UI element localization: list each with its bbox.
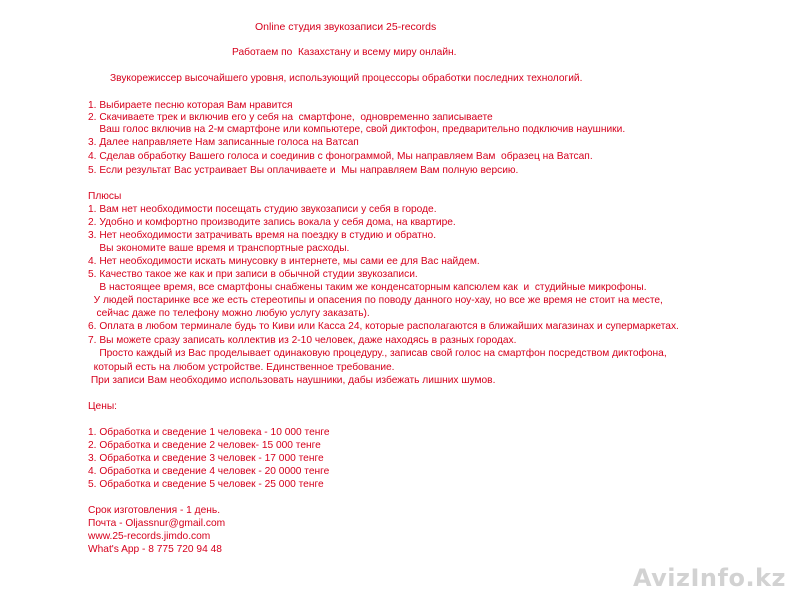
plus-line: 3. Нет необходимости затрачивать время на поездку в студию и обратно. (88, 230, 437, 241)
plus-line: сейчас даже по телефону можно любую услугу заказать). (88, 308, 370, 319)
price-line: 4. Обработка и сведение 4 человек - 20 0000 тенге (88, 466, 330, 477)
prices-heading: Цены: (88, 401, 117, 412)
plus-line: При записи Вам необходимо использовать наушники, дабы избежать лишних шумов. (88, 375, 496, 386)
plus-line: 5. Качество такое же как и при записи в обычной студии звукозаписи. (88, 269, 418, 280)
step-line: Ваш голос включив на 2-м смартфоне или компьютере, свой диктофон, предварительно подключив наушники. (88, 124, 626, 135)
step-line: 3. Далее направляете Нам записанные голоса на Ватсап (88, 137, 359, 148)
plus-line: У людей постаринке все же есть стереотипы и опасения по поводу данного ноу-хау, но все же время не стоит на месте, (88, 295, 663, 306)
work-region: Работаем по Казахстану и всему миру онлайн. (232, 47, 457, 58)
plus-line: 6. Оплата в любом терминале будь то Киви или Касса 24, которые располагаются в ближайших магазинах и супермаркетах. (88, 321, 679, 332)
engineer-intro: Звукорежиссер высочайшего уровня, использующий процессоры обработки последних технологий. (110, 73, 583, 84)
price-line: 2. Обработка и сведение 2 человек- 15 000 тенге (88, 440, 321, 451)
step-line: 4. Сделав обработку Вашего голоса и соединив с фонограммой, Мы направляем Вам образец на Ватсап. (88, 151, 593, 162)
pluses-heading: Плюсы (88, 191, 122, 202)
price-line: 1. Обработка и сведение 1 человека - 10 000 тенге (88, 427, 330, 438)
plus-line: 7. Вы можете сразу записать коллектив из 2-10 человек, даже находясь в разных городах. (88, 335, 517, 346)
production-time: Срок изготовления - 1 день. (88, 505, 221, 516)
plus-line: 4. Нет необходимости искать минусовку в интернете, мы сами ее для Вас найдем. (88, 256, 480, 267)
plus-line: 1. Вам нет необходимости посещать студию звукозаписи у себя в городе. (88, 204, 437, 215)
website-contact: www.25-records.jimdo.com (88, 531, 211, 542)
email-contact: Почта - Oljassnur@gmail.com (88, 518, 226, 529)
site-watermark: AvizInfo.kz (632, 564, 786, 592)
plus-line: Просто каждый из Вас проделывает одинаковую процедуру., записав свой голос на смартфон посредством диктофона, (88, 348, 667, 359)
plus-line: который есть на любом устройстве. Единственное требование. (88, 362, 395, 373)
plus-line: Вы экономите ваше время и транспортные расходы. (88, 243, 350, 254)
whatsapp-contact: What's App - 8 775 720 94 48 (88, 544, 222, 555)
price-line: 5. Обработка и сведение 5 человек - 25 000 тенге (88, 479, 324, 490)
step-line: 5. Если результат Вас устраивает Вы оплачиваете и Мы направляем Вам полную версию. (88, 165, 519, 176)
price-line: 3. Обработка и сведение 3 человек - 17 000 тенге (88, 453, 324, 464)
plus-line: 2. Удобно и комфортно производите запись вокала у себя дома, на квартире. (88, 217, 456, 228)
step-line: 2. Скачиваете трек и включив его у себя на смартфоне, одновременно записываете (88, 112, 493, 123)
studio-title: Online студия звукозаписи 25-records (255, 21, 437, 33)
step-line: 1. Выбираете песню которая Вам нравится (88, 100, 293, 111)
plus-line: В настоящее время, все смартфоны снабжены таким же конденсаторным капсюлем как и студийные микрофоны. (88, 282, 647, 293)
